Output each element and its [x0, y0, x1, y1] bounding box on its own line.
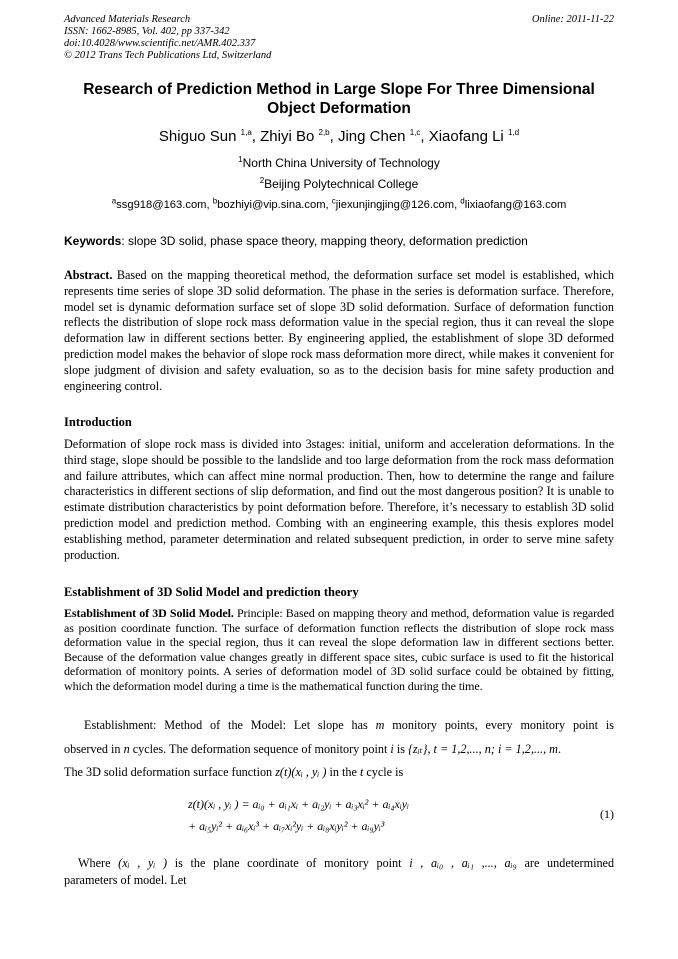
keywords-text: : slope 3D solid, phase space theory, mapping theory, deformation prediction: [121, 234, 528, 248]
doi: doi:10.4028/www.scientific.net/AMR.402.337: [64, 38, 256, 49]
section-heading: Establishment of 3D Solid Model and prediction theory: [64, 585, 359, 599]
affiliation-2: [64, 177, 614, 191]
author-sup: 1,a: [240, 128, 252, 137]
keywords: [64, 234, 614, 248]
establishment-line-1: [64, 718, 614, 733]
author-sup: 1,d: [507, 128, 520, 137]
online-date: Online: 2011-11-22: [531, 14, 614, 25]
equation-line-2: + aᵢ₅yᵢ² + aᵢ₆xᵢ³ + aᵢ₇xᵢ²yᵢ + aᵢ₈xᵢyᵢ² + aᵢ₉yᵢ³: [188, 819, 385, 833]
establishment-line-3: [64, 765, 614, 780]
email: ssg918@163.com: [116, 199, 207, 211]
text-run: Establishment: Method of the Model: Let slope has: [84, 718, 368, 732]
affiliation-1: [64, 156, 614, 170]
text-run: in the: [329, 765, 357, 779]
journal-header: [64, 14, 271, 62]
text-run: is: [396, 742, 405, 756]
text-run: observed in: [64, 742, 121, 756]
author-name: Zhiyi Bo: [260, 128, 315, 145]
subsection-text: Principle: Based on mapping theory and method, deformation value is regarded as position coordinate function. The surface of deformation function reflects the distribution of slope rock mass deformation value in the special region, thus it can reveal the slope deformation law in different sections better. Because of the deformation value changes greatly in different space sites, cubic surface is used to fit the historical deformation of monitory points. A series of deformation model of 3D solid surface could be obtained by fitting, which the deformation model during a time is the mathematical function during the time.: [64, 606, 614, 693]
keywords-label: Keywords: [64, 234, 122, 248]
abstract: [64, 268, 614, 394]
math-n: n: [123, 742, 130, 756]
affiliation-text: Beijing Polytechnical College: [264, 177, 419, 191]
copyright: © 2012 Trans Tech Publications Ltd, Switzerland: [64, 50, 272, 61]
text-run: is the plane coordinate of monitory point: [174, 856, 402, 870]
author-list: Shiguo Sun $^{1,a}$, Zhiyi Bo $^{2,b}$, Jing Chen $^{1,c}$, Xiaofang Li $^{1,d}$: [158, 128, 520, 145]
affiliation-sup: 2: [259, 176, 265, 185]
author-name: Shiguo Sun: [158, 128, 237, 145]
subsection-label: Establishment of 3D Solid Model.: [64, 606, 234, 620]
abstract-text: Based on the mapping theoretical method, the deformation surface set model is established, which represents time series of slope 3D solid deformation. The phase in the series is deformation surface. Therefore, model set is dynamic deformation surface set of slope 3D solid deformation. Surface of deformation function reflects the distribution of slope rock mass deformation value in the special region, thus it can reveal the slope deformation law in different sections better. By engineering applied, the establishment of slope 3D deformed prediction model makes the behavior of slope rock mass deformation more direct, while makes it convenient for slope judgment of division and safety evaluation, so as to the decision basis for mine safety production and engineering control.: [64, 268, 614, 393]
where-line-2: parameters of model. Let: [64, 873, 187, 887]
math-sequence: {zᵢₜ}, t = 1,2,..., n; i = 1,2,..., m: [408, 742, 558, 756]
author-sup: 2,b: [318, 128, 330, 137]
math-m: m: [375, 718, 385, 732]
email: bozhiyi@vip.sina.com: [217, 199, 326, 211]
email-sup: a: [111, 196, 117, 206]
abstract-label: Abstract.: [64, 268, 113, 282]
text-run: cycles. The deformation sequence of monitory point: [132, 742, 388, 756]
author-name: Jing Chen: [337, 128, 406, 145]
equation-line-1: z(t)(xᵢ , yᵢ ) = aᵢ₀ + aᵢ₁xᵢ + aᵢ₂yᵢ + aᵢ₃xᵢ² + aᵢ₄xᵢyᵢ: [188, 797, 409, 811]
text-run: Where: [78, 856, 111, 870]
text-run: are undetermined: [524, 856, 615, 870]
math-i: i ,: [409, 856, 424, 870]
journal-name: Advanced Materials Research: [64, 14, 191, 25]
affiliation-sup: 1: [238, 155, 243, 164]
text-run: monitory points, every monitory point is: [392, 718, 615, 732]
affiliation-text: North China University of Technology: [242, 156, 440, 170]
math-plane-coordinate: (xᵢ , yᵢ ): [118, 856, 168, 870]
establishment-line-2: observed in n cycles. The deformation sequence of monitory point i is {zᵢₜ}, t = 1,2,..., n; i = 1,2,..., m.: [64, 742, 562, 756]
author-sup: 1,c: [409, 128, 421, 137]
email-sup: b: [212, 196, 218, 206]
math-surface-function: z(t)(xᵢ , yᵢ ): [275, 765, 327, 779]
math-parameters: aᵢ₀ , aᵢ₁ ,..., aᵢ₉: [431, 856, 517, 870]
email-sup: c: [331, 196, 336, 206]
equation-number: (1): [600, 807, 614, 821]
intro-paragraph: Deformation of slope rock mass is divided into 3stages: initial, uniform and acceleration deformations. In the third stage, slope should be possible to the landslide and too large deformation from the rock mass deformation and failure attributes, which can affect mine normal production. Then, how to determine the range and failure characteristics in different sections of slip deformation, and find out the most dangerous position? It is unable to estimate distribution characteristics by point deformation before. Therefore, it’s necessary to establish 3D solid prediction model and prediction method. Combing with an engineering example, this thesis explores model establishing method, parameter determination and related subsequent prediction, in order to serve mine safety production.: [64, 437, 614, 562]
text-run: The 3D solid deformation surface function: [64, 765, 273, 779]
paper-title: Research of Prediction Method in Large Slope For Three Dimensional Object Deformation: [83, 81, 595, 117]
email: jiexunjingjing@126.com: [335, 199, 455, 211]
email-list: $^a$ssg918@163.com, $^b$bozhiyi@vip.sina.com, $^c$jiexunjingjing@126.com, $^d$lixiaofang@163.com: [111, 196, 567, 211]
intro-heading: Introduction: [64, 415, 132, 429]
email-sup: d: [460, 196, 465, 206]
email: lixiaofang@163.com: [464, 199, 567, 211]
where-line: [64, 856, 614, 871]
text-run: cycle is: [366, 765, 404, 779]
author-name: Xiaofang Li: [428, 128, 504, 145]
issn: ISSN: 1662-8985, Vol. 402, pp 337-342: [64, 26, 230, 37]
math-i: i: [390, 742, 394, 756]
subsection-paragraph: [64, 606, 614, 694]
math-t: t: [359, 765, 364, 779]
